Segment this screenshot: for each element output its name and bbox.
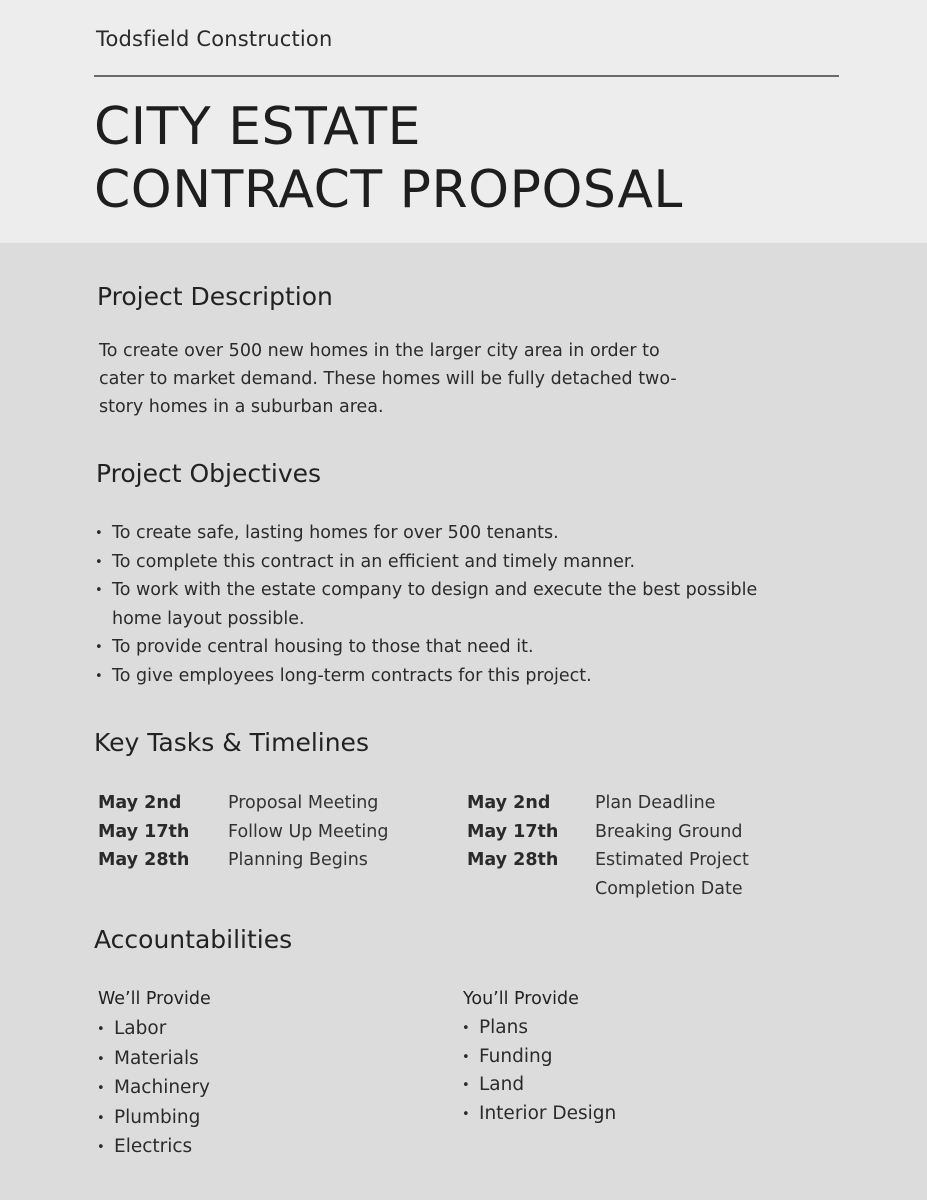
timeline-task: Plan Deadline [595,793,716,813]
list-item: • Land [462,1071,762,1100]
document-title [94,96,683,222]
timeline-row [467,789,795,818]
project-description-text: To create over 500 new homes in the larger city area in order to cater to market demand. These homes will be fully detached two-story homes in a suburban area. [99,341,677,417]
timeline-date: May 17th [98,821,190,842]
title-line-1: CITY ESTATE [94,97,421,157]
timeline-right [467,789,795,904]
list-item: • Machinery [97,1073,397,1103]
list-item: • Materials [97,1044,397,1074]
timeline-task: Breaking Ground [595,821,743,842]
timeline-row [98,846,389,875]
title-line-2: CONTRACT PROPOSAL [94,160,683,220]
accountabilities-heading: Accountabilities [94,925,293,954]
header-band [0,0,927,243]
header-divider [94,75,839,77]
project-objectives-heading: Project Objectives [96,459,322,488]
list-item: • Plans [462,1014,762,1043]
we-provide-heading: We’ll Provide [98,989,211,1009]
list-item: • Labor [97,1014,397,1044]
you-provide-heading: You’ll Provide [463,989,579,1009]
timeline-date: May 28th [467,850,559,871]
we-provide-list [97,1014,397,1162]
list-item: • Plumbing [97,1103,397,1133]
list-item: • Interior Design [462,1100,762,1129]
timeline-row [467,818,795,847]
timeline-date: May 28th [98,850,190,871]
list-item: • To provide central housing to those that need it. [95,633,775,662]
timeline-task: Planning Begins [228,850,368,871]
list-item: • To work with the estate company to design and execute the best possible home layout possible. [95,576,775,633]
timeline-date: May 2nd [98,793,182,813]
list-item: • Electrics [97,1132,397,1162]
list-item: • To give employees long-term contracts for this project. [95,662,775,691]
timeline-row [98,818,389,847]
company-name: Todsfield Construction [96,27,333,51]
timeline-row [467,846,795,903]
objectives-list [95,519,775,690]
timeline-row [98,789,389,818]
timeline-left [98,789,389,875]
project-description-heading: Project Description [97,282,333,311]
key-tasks-heading: Key Tasks & Timelines [94,728,369,757]
timeline-task: Follow Up Meeting [228,821,389,842]
timeline-task: Proposal Meeting [228,793,379,813]
list-item: • To complete this contract in an efficient and timely manner. [95,548,775,577]
timeline-task: Estimated Project Completion Date [595,850,749,900]
list-item: • To create safe, lasting homes for over 500 tenants. [95,519,775,548]
you-provide-list [462,1014,762,1129]
list-item: • Funding [462,1043,762,1072]
timeline-date: May 17th [467,821,559,842]
timeline-date: May 2nd [467,793,551,813]
